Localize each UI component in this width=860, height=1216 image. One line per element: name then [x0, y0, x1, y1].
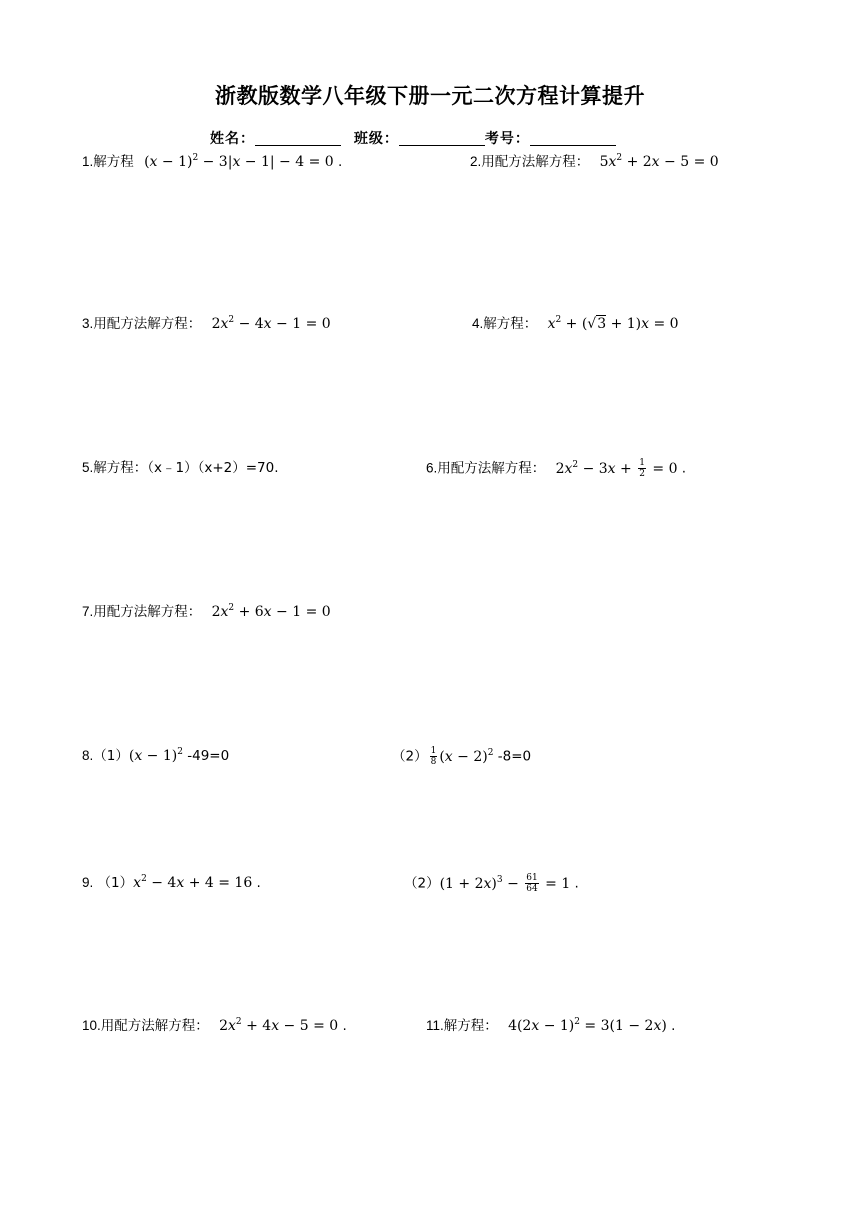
problem-number: 5.	[82, 460, 94, 475]
problem-9-part-2	[404, 873, 579, 894]
problem-text: 解方程：	[483, 316, 538, 332]
problem-text: 解方程：	[443, 1018, 498, 1034]
problem-text: 用配方法解方程：	[437, 460, 546, 477]
problem-number: 2.	[470, 154, 482, 169]
student-info-line	[210, 128, 616, 148]
equation: $x^2 - 4x + 4 = 16$	[133, 874, 253, 891]
problem-text: 用配方法解方程：	[481, 154, 590, 170]
equation: $(x - 1)^2 - 3|x - 1| - 4 = 0$	[144, 153, 334, 170]
problem-text: 解方程	[93, 154, 134, 170]
problem-number: 6.	[426, 460, 438, 476]
equation: $5x^2 + 2x - 5 = 0$	[599, 153, 719, 170]
equation: $\frac{1}{8}$ $(x - 2)^2$	[430, 746, 494, 767]
problem-11	[426, 1016, 675, 1036]
problem-3	[82, 314, 331, 334]
punctuation: .	[338, 1018, 347, 1034]
problem-number: 4.	[472, 316, 484, 331]
problem-1	[82, 152, 342, 172]
problem-text: 用配方法解方程：	[100, 1018, 209, 1034]
equation: $2x^2 + 6x - 1 = 0$	[211, 603, 331, 620]
problem-number: 10.	[82, 1018, 101, 1033]
punctuation: .	[252, 875, 261, 891]
problem-9-part-1	[82, 873, 261, 893]
part-label: （1）	[93, 748, 129, 764]
equation: $2x^2 - 4x - 1 = 0$	[211, 315, 331, 332]
exam-blank[interactable]	[530, 131, 616, 146]
equation: $x^2 + (√3 + 1)x = 0$	[547, 315, 679, 332]
problem-text: 解方程：（x﹣1）（x+2）=70.	[93, 460, 279, 476]
problem-8-part-1	[82, 746, 229, 766]
problem-10	[82, 1016, 347, 1036]
problem-text: 用配方法解方程：	[93, 604, 202, 620]
equation: $(1 + 2x)^3$ − $\frac{61}{64}$ = 1	[439, 873, 571, 894]
problem-text: 用配方法解方程：	[93, 316, 202, 332]
punctuation: .	[677, 460, 687, 477]
problem-2	[470, 152, 719, 172]
problem-number: 9.	[82, 875, 94, 890]
problem-number: 7.	[82, 604, 94, 619]
punctuation: .	[570, 875, 579, 892]
part-label: （1）	[93, 875, 134, 891]
problem-number: 1.	[82, 154, 94, 169]
part-label: （2）	[392, 748, 428, 765]
equation: $4(2x - 1)^2 = 3(1 - 2x)$	[508, 1017, 667, 1034]
punctuation: .	[333, 154, 343, 170]
name-blank[interactable]	[255, 131, 341, 146]
class-blank[interactable]	[399, 131, 485, 146]
equation-tail: -49=0	[182, 748, 230, 764]
equation: $(x - 1)^2$	[128, 747, 183, 764]
name-label: 姓名：	[210, 131, 255, 147]
exam-label: 考号：	[484, 131, 530, 147]
problem-7	[82, 602, 331, 622]
problem-8-part-2	[392, 746, 531, 767]
problem-6	[426, 458, 686, 479]
problem-number: 11.	[426, 1018, 444, 1033]
punctuation: .	[666, 1018, 676, 1034]
page-title: 浙教版数学八年级下册一元二次方程计算提升	[215, 84, 645, 108]
part-label: （2）	[404, 875, 440, 892]
problem-5	[82, 458, 279, 478]
problem-number: 8.	[82, 748, 94, 763]
equation-tail: -8=0	[493, 748, 532, 765]
problem-4	[472, 314, 679, 334]
equation: $2x^2 + 4x - 5 = 0$	[219, 1017, 339, 1034]
equation: $2x^2 - 3x$ + $\frac{1}{2}$ = 0	[555, 458, 678, 479]
problem-number: 3.	[82, 316, 94, 331]
class-label: 班级：	[353, 131, 399, 147]
